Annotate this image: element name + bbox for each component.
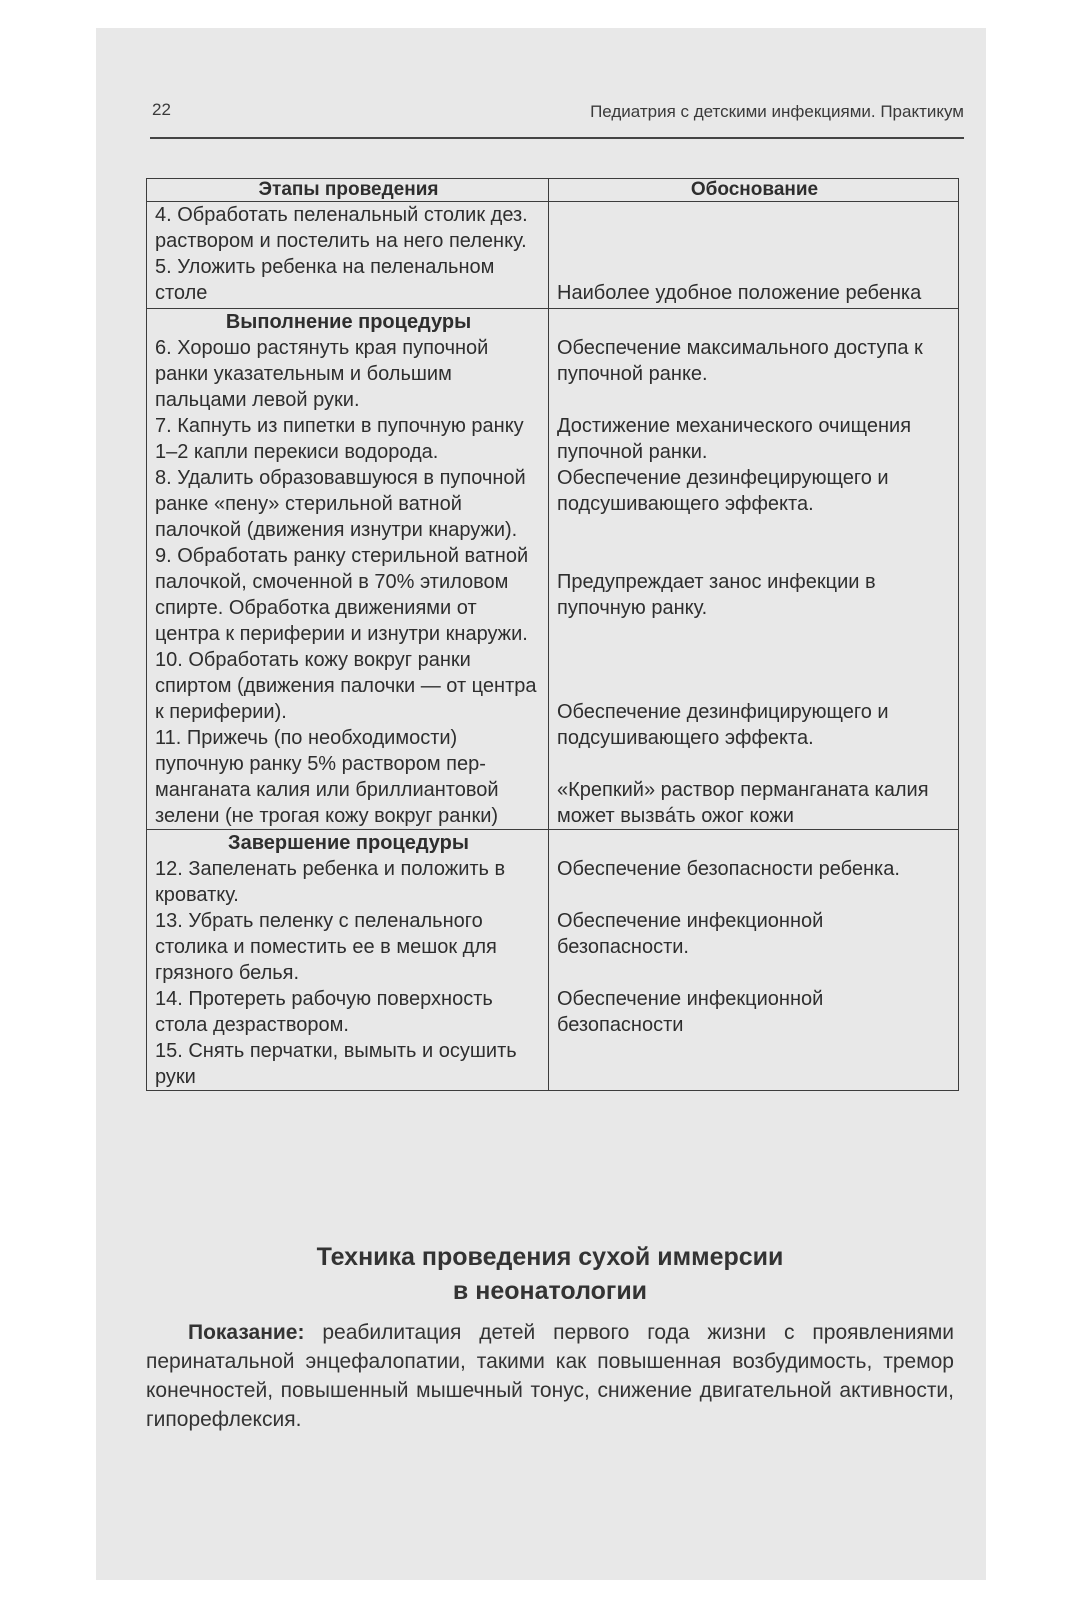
col-header-stages: Этапы проведения bbox=[147, 179, 549, 202]
step-7: 7. Капнуть из пипетки в пупочную ранку 1–2 капли перекиси водорода. bbox=[155, 415, 524, 463]
justification-cell bbox=[549, 309, 959, 830]
justification-5: Наиболее удобное положение ребенка bbox=[557, 282, 922, 304]
stages-cell bbox=[147, 830, 549, 1091]
col-header-justification: Обоснование bbox=[549, 179, 959, 202]
justification-12: Обеспечение безопасности ребенка. bbox=[557, 858, 900, 880]
justification-spacer bbox=[557, 830, 952, 856]
justification-8: Обеспечение дезинфецирующего и подсушивающего эффекта. bbox=[557, 467, 889, 515]
step-12: 12. Запеленать ребенка и положить в кроватку. bbox=[155, 858, 506, 906]
indication-text: реабилитация детей первого года жизни с проявлениями перинатальной энцефалопатии, такими как повышенная возбудимость, тремор конечностей, повышенный мышечный тонус, снижение двигательной активности, гипорефлексия. bbox=[146, 1321, 954, 1431]
table-header-row bbox=[147, 179, 959, 202]
justification-14: Обеспечение инфекционной безопасности bbox=[557, 988, 824, 1036]
justification-cell bbox=[549, 830, 959, 1091]
step-11: 11. Прижечь (по необходимости) пупочную ранку 5% раствором перманганата калия или бриллиантовой зелени (не трогая кожу вокруг ранки) bbox=[155, 727, 499, 827]
step-6: 6. Хорошо растянуть края пупочной ранки указательным и большим пальцами левой руки. bbox=[155, 337, 489, 411]
step-13: 13. Убрать пеленку с пеленального столика и поместить ее в мешок для грязного белья. bbox=[155, 910, 497, 984]
section-title-completion: Завершение процедуры bbox=[228, 832, 469, 854]
justification-6: Обеспечение максимального доступа к пупочной ранке. bbox=[557, 337, 923, 385]
section-heading-line1: Техника проведения сухой иммерсии bbox=[316, 1243, 784, 1271]
step-5: 5. Уложить ребенка на пеленальном столе bbox=[155, 256, 495, 304]
justification-10: Обеспечение дезинфицирующего и подсушивающего эффекта. bbox=[557, 701, 889, 749]
section-title-execution: Выполнение процедуры bbox=[225, 311, 472, 333]
justification-11: «Крепкий» раствор перманганата калия может вызвáть ожог кожи bbox=[557, 779, 929, 827]
header-rule bbox=[150, 137, 964, 139]
book-title: Педиатрия с детскими инфекциями. Практикум bbox=[590, 102, 964, 121]
justification-7: Достижение механического очищения пупочной ранки. bbox=[557, 415, 912, 463]
page-number: 22 bbox=[152, 100, 171, 119]
step-14: 14. Протереть рабочую поверхность стола дезраствором. bbox=[155, 988, 493, 1036]
step-15: 15. Снять перчатки, вымыть и осушить руки bbox=[155, 1040, 517, 1088]
procedure-table bbox=[146, 178, 959, 1091]
stages-cell bbox=[147, 309, 549, 830]
section-heading bbox=[150, 1240, 950, 1308]
table-section-completion bbox=[147, 830, 959, 1091]
indication-label: Показание: bbox=[188, 1321, 305, 1344]
justification-9: Предупреждает занос инфекции в пупочную ранку. bbox=[557, 571, 876, 619]
justification-4 bbox=[557, 202, 952, 280]
step-4: 4. Обработать пеленальный столик дез. раствором и постелить на него пеленку. bbox=[155, 204, 528, 252]
indication-paragraph bbox=[146, 1318, 954, 1434]
step-8: 8. Удалить образовавшуюся в пупочной ранке «пену» стерильной ватной палочкой (движения изнутри кнаружи). bbox=[155, 467, 526, 541]
step-9: 9. Обработать ранку стерильной ватной палочкой, смоченной в 70% этиловом спирте. Обработка движениями от центра к периферии и изнутри кнаружи. bbox=[155, 545, 529, 645]
table-section-preparation bbox=[147, 202, 959, 309]
justification-spacer bbox=[557, 309, 952, 335]
step-10: 10. Обработать кожу вокруг ранки спиртом (движения палочки — от центра к периферии). bbox=[155, 649, 537, 723]
stages-cell bbox=[147, 202, 549, 309]
section-heading-line2: в неонатологии bbox=[452, 1277, 648, 1305]
table-section-execution bbox=[147, 309, 959, 830]
justification-13: Обеспечение инфекционной безопасности. bbox=[557, 910, 824, 958]
justification-cell bbox=[549, 202, 959, 309]
